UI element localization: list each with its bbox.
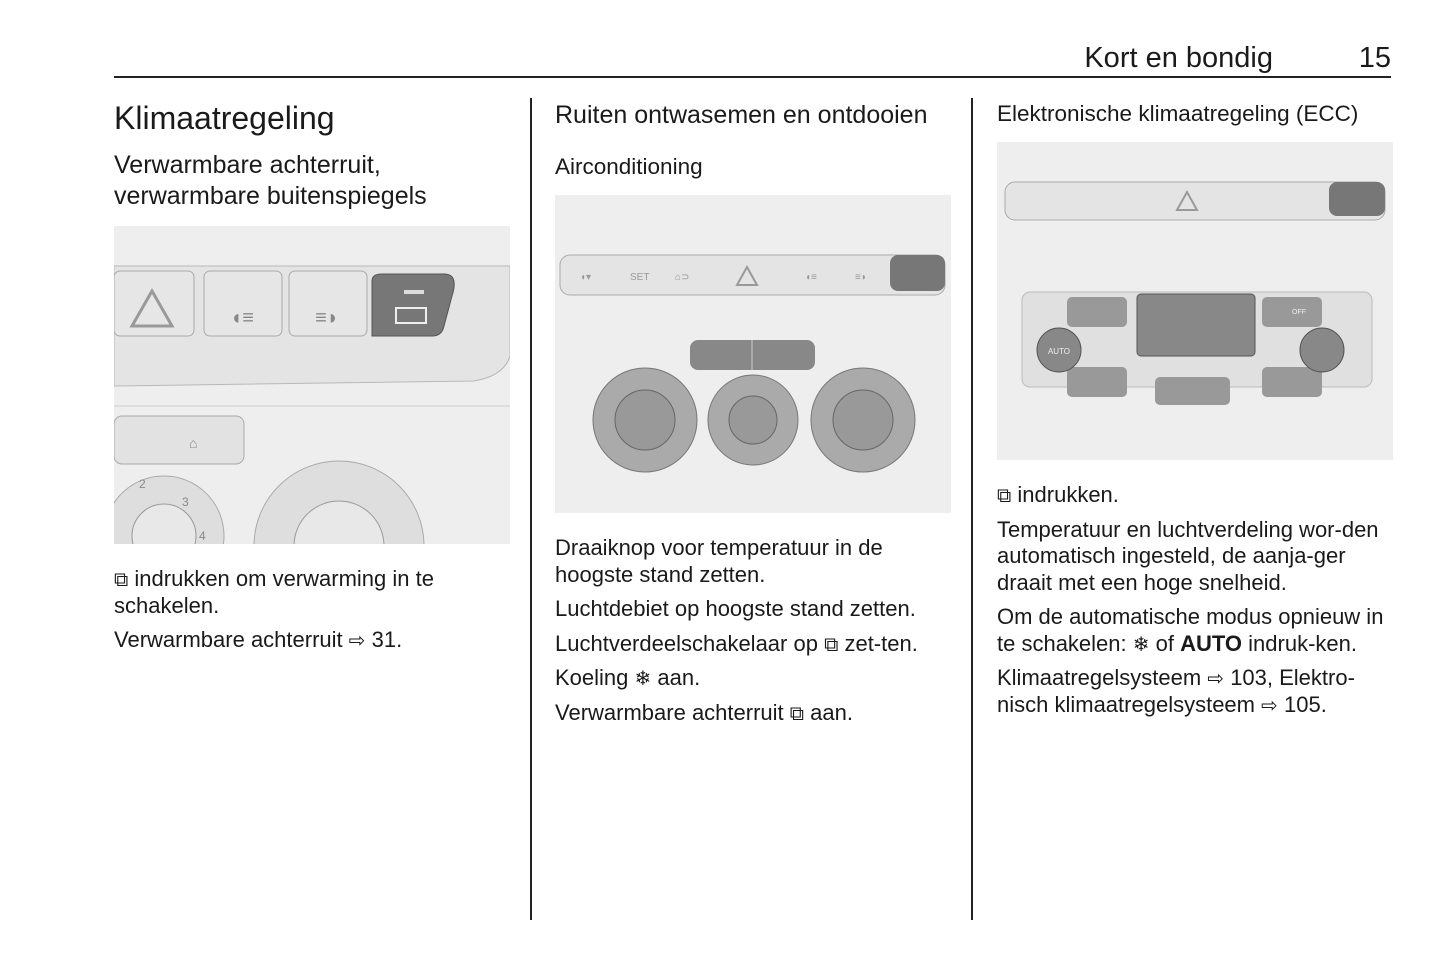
cooling-knob	[1300, 328, 1344, 372]
rear-defrost-button	[1329, 182, 1385, 216]
airconditioning-panel-illustration	[555, 195, 951, 513]
max-defrost-icon: ⧉	[997, 483, 1012, 507]
paragraph: Draaiknop voor temperatuur in de hoogste stand zetten.	[555, 535, 883, 587]
paragraph-reference: Verwarmbare achterruit ⇨ 31.	[114, 627, 403, 652]
rear-defrost-icon: ⧉	[114, 567, 129, 591]
section-title: Kort en bondig	[1084, 42, 1273, 74]
rear-defrost-button	[890, 255, 945, 291]
mirror-heat-icon: ◖▾	[580, 272, 592, 283]
section-heading: Klimaatregeling	[114, 100, 335, 136]
set-icon: SET	[630, 272, 650, 283]
column-2	[555, 96, 955, 734]
ecc-display	[1137, 294, 1255, 356]
svg-text:4: 4	[199, 529, 206, 543]
windscreen-defrost-icon: ⧉	[824, 631, 839, 656]
page-header	[114, 40, 1391, 78]
reference-arrow-icon: ⇨	[1207, 666, 1225, 690]
rear-fog-icon: ≡◗	[315, 307, 339, 329]
reference-arrow-icon: ⇨	[348, 628, 366, 652]
ecc-panel-illustration	[997, 142, 1393, 460]
section-heading: Elektronische klimaatregeling (ECC)	[997, 101, 1359, 126]
cooling-icon: ❄	[1132, 631, 1150, 656]
paragraph: Verwarmbare achterruit ⧉ aan.	[555, 699, 853, 725]
section-heading: Ruiten ontwasemen en ontdooien	[555, 101, 928, 129]
paragraph: Koeling ❄ aan.	[555, 665, 701, 690]
seat-icon: ⌂⊃	[675, 272, 690, 283]
svg-text:2: 2	[139, 477, 146, 491]
subsection-heading: Verwarmbare achterruit, verwarmbare buitenspiegels	[114, 151, 427, 210]
rear-defrost-icon: ⧉	[789, 700, 805, 725]
rear-fog-icon: ≡◗	[855, 272, 867, 283]
column-divider	[530, 98, 532, 920]
svg-text:3: 3	[182, 495, 189, 509]
fog-light-icon: ◖≡	[805, 272, 817, 283]
paragraph: Luchtdebiet op hoogste stand zetten.	[555, 596, 916, 621]
paragraph-reference: Klimaatregelsysteem ⇨ 103, Elektro-nisch klimaatregelsysteem ⇨ 105.	[997, 665, 1355, 717]
heated-rear-window-button-illustration	[114, 226, 510, 544]
rear-defrost-button	[372, 274, 454, 336]
reference-arrow-icon: ⇨	[1261, 692, 1278, 717]
cooling-icon: ❄	[634, 666, 652, 690]
column-3	[997, 96, 1393, 726]
fan-speed-buttons	[1155, 377, 1230, 405]
column-divider	[971, 98, 973, 920]
svg-text:OFF: OFF	[1292, 309, 1306, 316]
subsection-heading: Airconditioning	[555, 154, 703, 179]
fog-light-icon: ◖≡	[230, 307, 254, 329]
paragraph: Luchtverdeelschakelaar op ⧉ zet-ten.	[555, 630, 918, 656]
svg-text:AUTO: AUTO	[1047, 347, 1071, 356]
paragraph: ⧉ indrukken om verwarming in te schakelen.	[114, 566, 434, 618]
car-recirc-icon: ⌂	[189, 435, 198, 451]
paragraph: Om de automatische modus opnieuw in te schakelen: ❄ of AUTO indruk-ken.	[997, 604, 1384, 656]
column-1	[114, 96, 510, 662]
page-number: 15	[1358, 42, 1391, 74]
paragraph: ⧉ indrukken.	[997, 482, 1119, 507]
paragraph: Temperatuur en luchtverdeling wor-den automatisch ingesteld, de aanja-ger draait met een hoge snelheid.	[997, 516, 1379, 595]
